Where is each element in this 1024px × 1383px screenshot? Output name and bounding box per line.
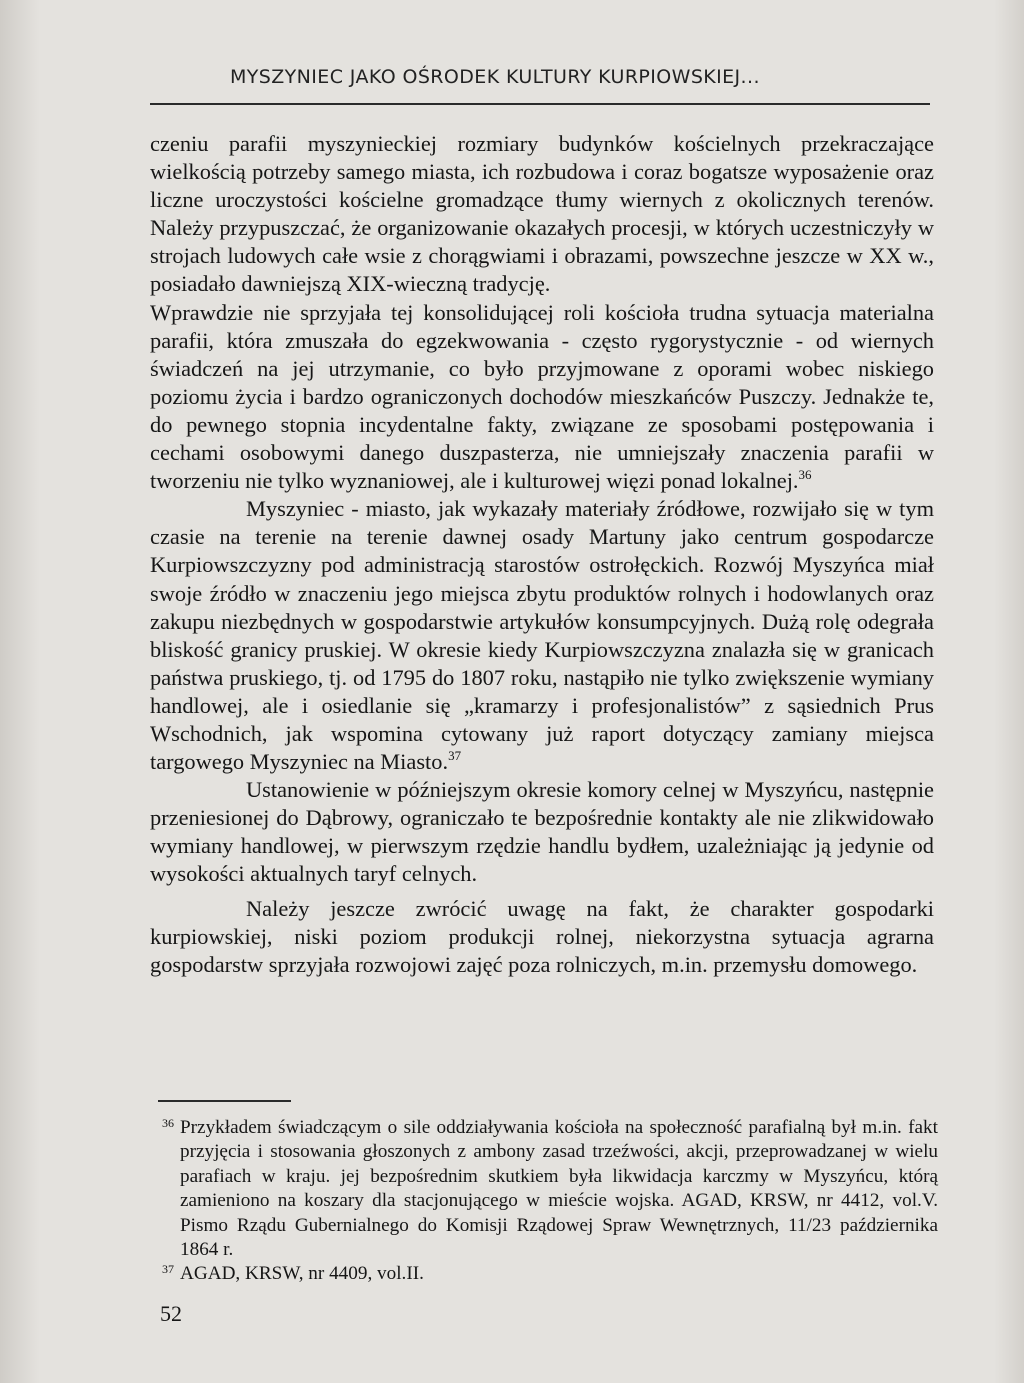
body-text — [150, 130, 934, 979]
footnotes — [162, 1116, 938, 1287]
footnote-number: 36 — [162, 1116, 174, 1130]
footnote-ref: 36 — [798, 467, 812, 483]
paragraph — [150, 130, 934, 299]
paragraph-text: czeniu parafii myszynieckiej rozmiary budynków kościelnych przekraczające wielkością potrzeby samego miasta, ich rozbudowa i coraz bogatsze wyposażenie oraz liczne uroczystości kościelne gromadzące tłumy wiernych z okolicznych terenów. Należy przypuszczać, że organizowanie okazałych procesji, w których uczestniczyły w strojach ludowych całe wsie z chorągwiami i obrazami, powszechne jeszcze w XX w., posiadało dawniejszą XIX-wieczną tradycję. — [150, 131, 934, 297]
paragraph-text: Myszyniec - miasto, jak wykazały materiały źródłowe, rozwijało się w tym czasie na terenie na terenie dawnej osady Martuny jako centrum gospodarcze Kurpiowszczyzny pod administracją starostów ostrołęckich. Rozwój Myszyńca miał swoje źródło w znaczeniu jego miejsca zbytu produktów rolnych i hodowlanych oraz zakupu niezbędnych w gospodarstwie artykułów konsumpcyjnych. Dużą rolę odegrała bliskość granicy pruskiej. W okresie kiedy Kurpiowszczyzna znalazła się w granicach państwa pruskiego, tj. od 1795 do 1807 roku, nastąpiło nie tylko zwiększenie wymiany handlowej, ale i osiedlanie się „kramarzy i profesjonalistów” z sąsiednich Prus Wschodnich, jak wspomina cytowany już raport dotyczący zamiany miejsca targowego Myszyniec na Miasto. — [150, 496, 934, 775]
paragraph-text: Wprawdzie nie sprzyjała tej konsolidującej roli kościoła trudna sytuacja materialna parafii, która zmuszała do egzekwowania - często rygorystycznie - od wiernych świadczeń na jej utrzymanie, co było przyjmowane z oporami wobec niskiego poziomu życia i bardzo ograniczonych dochodów mieszkańców Puszczy. Jednakże te, do pewnego stopnia incydentalne fakty, związane ze sposobami postępowania i cechami osobowymi danego duszpasterza, nie umniejszały znaczenia parafii w tworzeniu nie tylko wyznaniowej, ale i kulturowej więzi ponad lokalnej. — [150, 299, 934, 494]
footnote-rule — [158, 1100, 291, 1102]
page-edge-shadow — [994, 0, 1024, 1383]
running-head: MYSZYNIEC JAKO OŚRODEK KULTURY KURPIOWSKIEJ... — [230, 66, 760, 88]
footnote-number: 37 — [162, 1262, 174, 1277]
paragraph — [150, 776, 934, 888]
footnote-ref: 37 — [448, 748, 462, 764]
footnote-text: AGAD, KRSW, nr 4409, vol.II. — [180, 1263, 424, 1285]
footnote — [162, 1262, 938, 1286]
header-rule — [150, 103, 930, 105]
footnote — [162, 1116, 938, 1262]
page-number: 52 — [160, 1301, 182, 1326]
paragraph-text: Należy jeszcze zwrócić uwagę na fakt, że charakter gospodarki kurpiowskiej, niski poziom produkcji rolnej, niekorzystna sytuacja agrarna gospodarstw sprzyjała rozwojowi zajęć poza rolniczych, m.in. przemysłu domowego. — [150, 895, 934, 977]
page-gutter-shadow — [0, 0, 40, 1383]
paragraph — [150, 495, 934, 776]
paragraph-text: Ustanowienie w późniejszym okresie komory celnej w Myszyńcu, następnie przeniesionej do Dąbrowy, ograniczało te bezpośrednie kontakty ale nie zlikwidowało wymiany handlowej, w pierwszym rzędzie handlu bydłem, uzależniając ją jedynie od wysokości aktualnych taryf celnych. — [150, 777, 934, 887]
paragraph — [150, 299, 934, 496]
footnote-text: Przykładem świadczącym o sile oddziaływania kościoła na społeczność parafialną był m.in. fakt przyjęcia i stosowania głoszonych z ambony zasad trzeźwości, akcji, przeprowadzanej w wielu parafiach w kraju. jej bezpośrednim skutkiem była likwidacja karczmy w Myszyńcu, którą zamieniono na koszary dla stacjonującego w mieście wojska. AGAD, KRSW, nr 4412, vol.V. Pismo Rządu Gubernialnego do Komisji Rządowej Spraw Wewnętrznych, 11/23 października 1864 r. — [180, 1117, 938, 1261]
paragraph — [150, 895, 934, 979]
